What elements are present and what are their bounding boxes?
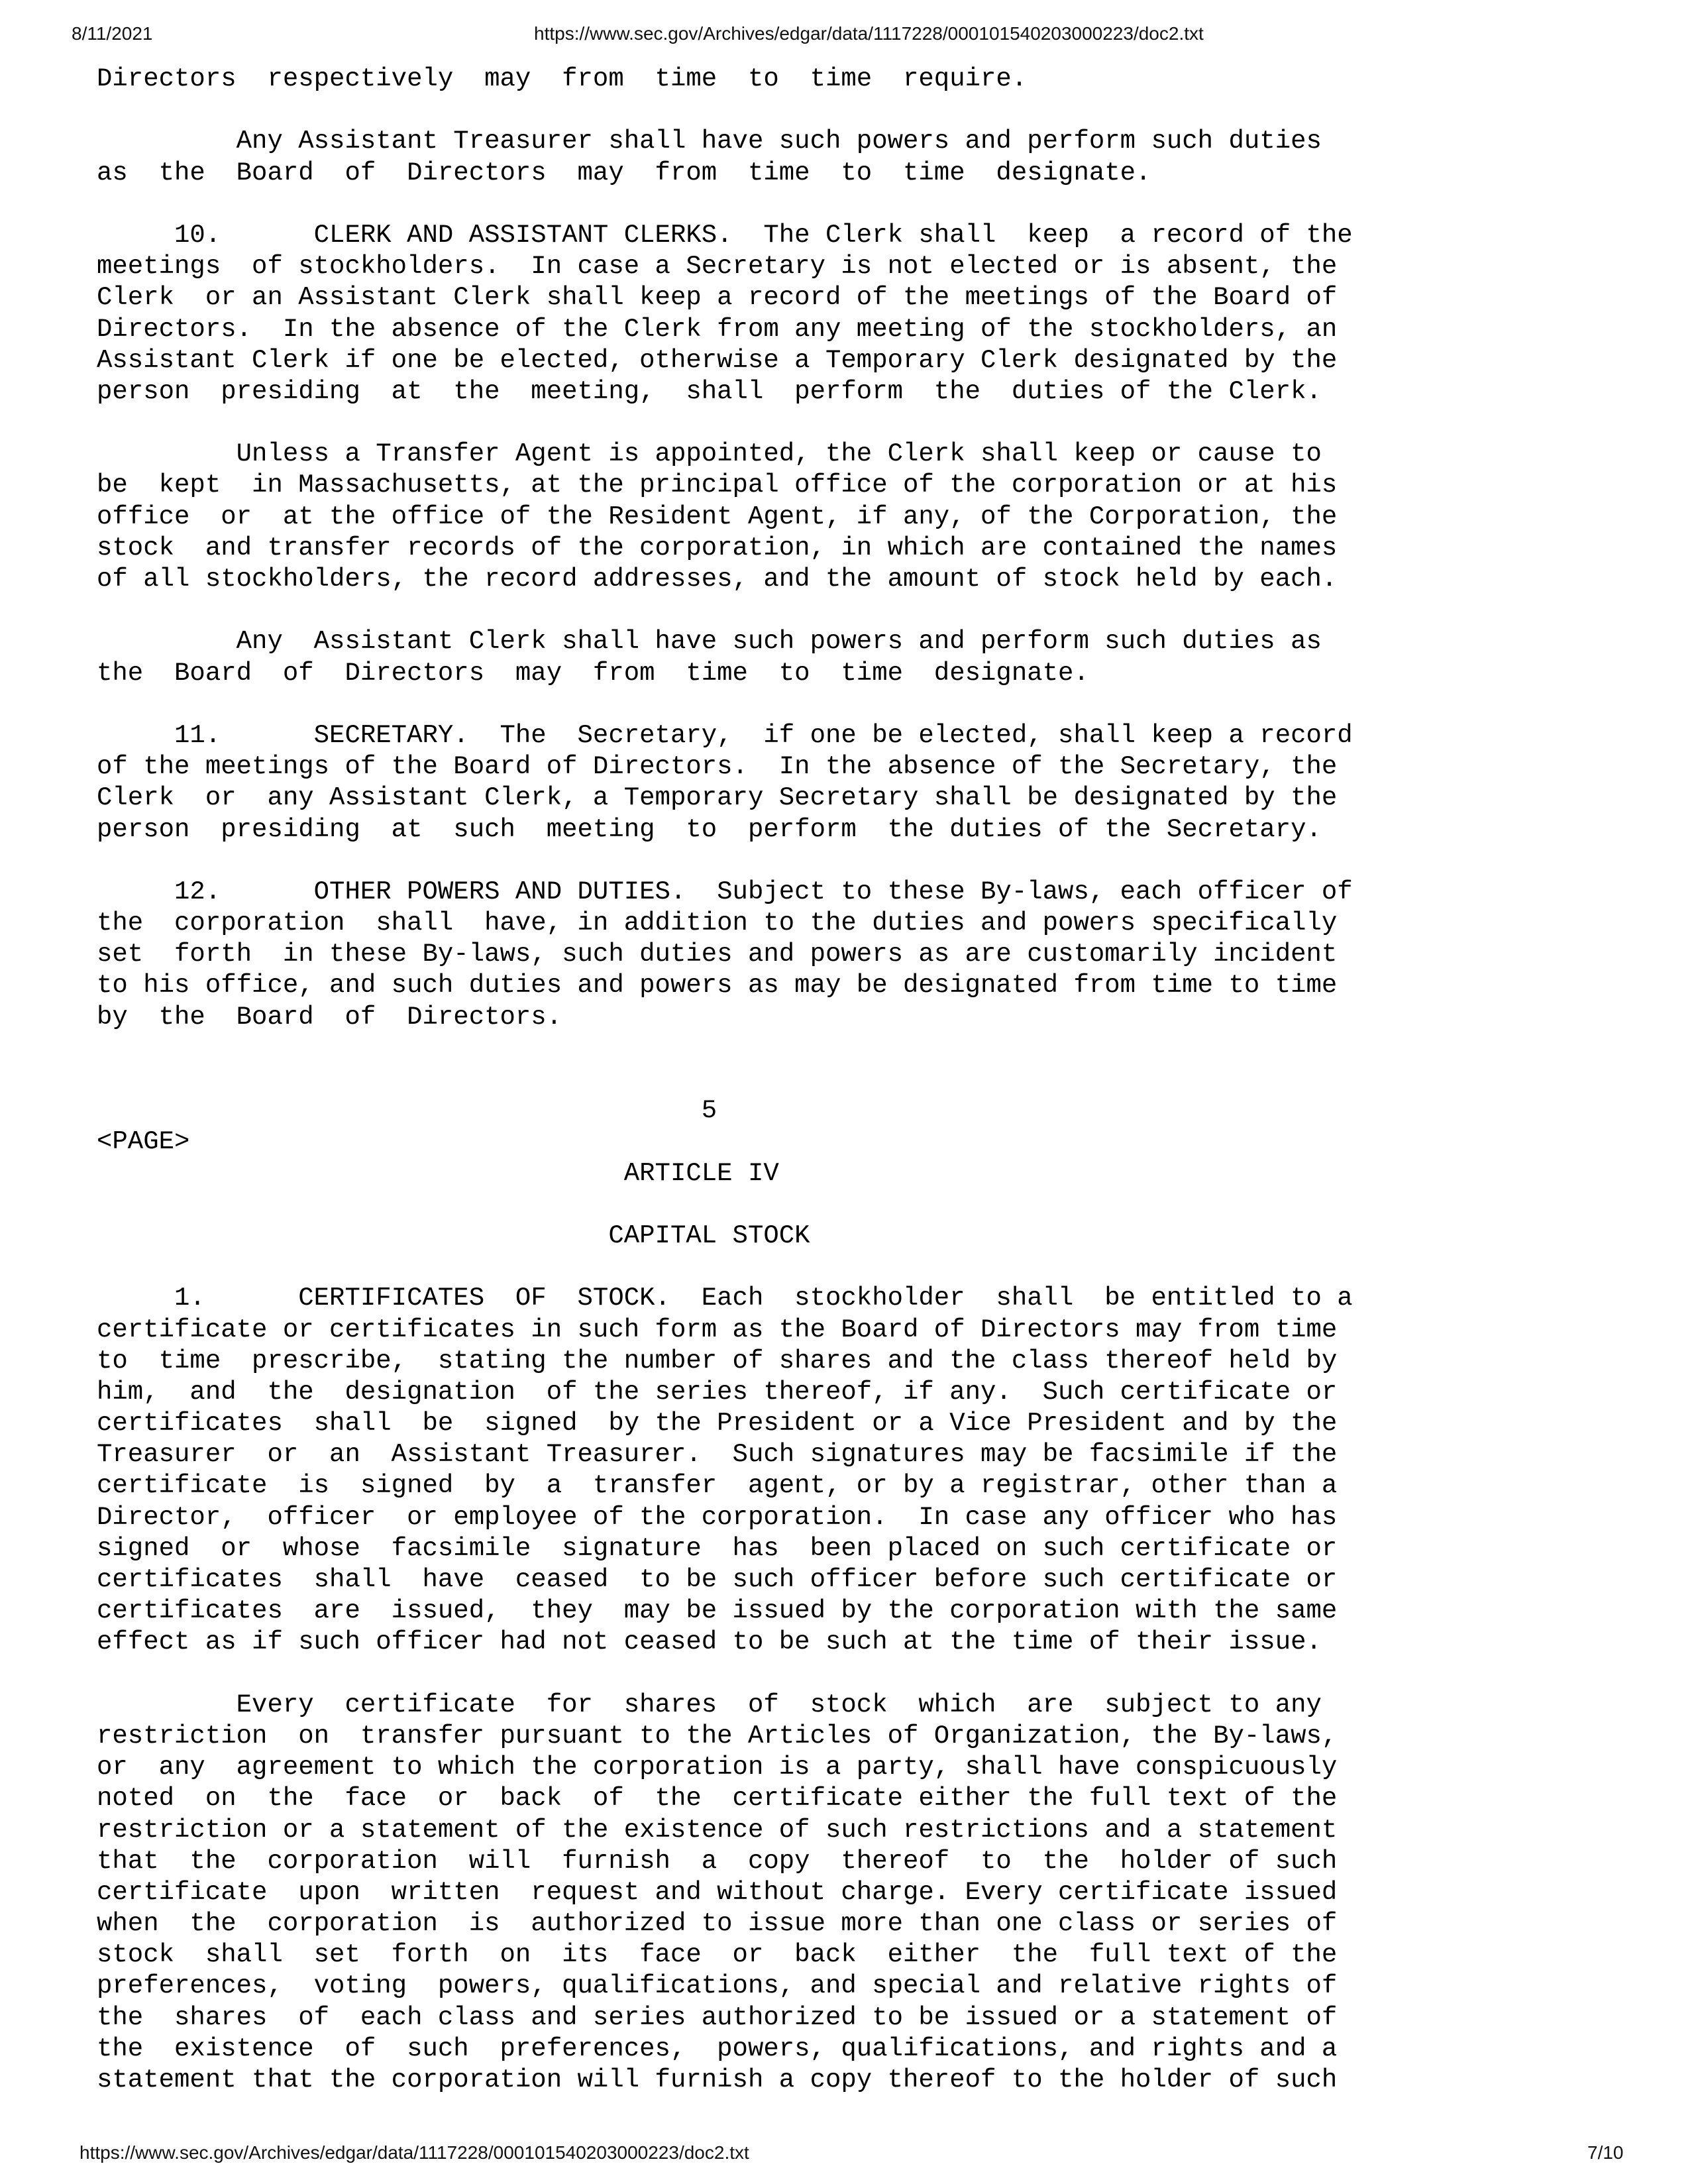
document-line xyxy=(97,1659,1309,1690)
document-line: restriction or a statement of the existence of such restrictions and a statement xyxy=(97,1815,1338,1845)
document-line: certificate or certificates in such form as the Board of Directors may from time xyxy=(97,1315,1338,1344)
print-header-url: https://www.sec.gov/Archives/edgar/data/1117228/000101540203000223/doc2.txt xyxy=(534,23,1204,44)
document-line: Unless a Transfer Agent is appointed, the Clerk shall keep or cause to xyxy=(97,439,1322,469)
document-line: certificate is signed by a transfer agent, or by a registrar, other than a xyxy=(97,1471,1338,1501)
document-line: 11. SECRETARY. The Secretary, if one be elected, shall keep a record xyxy=(97,720,1353,750)
document-line: ARTICLE IV xyxy=(97,1158,779,1188)
document-line xyxy=(97,95,1309,126)
document-line xyxy=(97,1033,1309,1064)
document-line: set forth in these By-laws, such duties and powers as are customarily incident xyxy=(97,940,1338,969)
document-line: of all stockholders, the record addresses, and the amount of stock held by each. xyxy=(97,565,1338,594)
document-line xyxy=(97,1252,1309,1283)
document-line: 5 xyxy=(97,1096,717,1126)
document-line: certificates are issued, they may be issued by the corporation with the same xyxy=(97,1596,1338,1626)
document-line: office or at the office of the Resident Agent, if any, of the Corporation, the xyxy=(97,502,1338,531)
document-line: the corporation shall have, in addition to the duties and powers specifically xyxy=(97,908,1338,938)
document-line: to his office, and such duties and powers as may be designated from time to time xyxy=(97,971,1338,1001)
document-line: effect as if such officer had not ceased to be such at the time of their issue. xyxy=(97,1627,1322,1657)
document-line: Assistant Clerk if one be elected, otherwise a Temporary Clerk designated by the xyxy=(97,345,1338,375)
document-line: person presiding at the meeting, shall perform the duties of the Clerk. xyxy=(97,376,1322,406)
document-line: 10. CLERK AND ASSISTANT CLERKS. The Clerk shall keep a record of the xyxy=(97,220,1353,250)
document-line: <PAGE> xyxy=(97,1127,190,1157)
document-line: Any Assistant Treasurer shall have such powers and perform such duties xyxy=(97,127,1322,156)
document-line: noted on the face or back of the certificate either the full text of the xyxy=(97,1784,1338,1814)
document-line xyxy=(97,1189,1309,1221)
document-line: the shares of each class and series authorized to be issued or a statement of xyxy=(97,2002,1338,2032)
document-line: the Board of Directors may from time to time designate. xyxy=(97,658,1089,688)
document-line: or any agreement to which the corporation is a party, shall have conspicuously xyxy=(97,1753,1338,1782)
document-line: meetings of stockholders. In case a Secretary is not elected or is absent, the xyxy=(97,252,1338,282)
print-date: 8/11/2021 xyxy=(72,23,153,44)
document-line: certificates shall have ceased to be such officer before such certificate or xyxy=(97,1565,1338,1594)
document-line: certificates shall be signed by the President or a Vice President and by the xyxy=(97,1409,1338,1439)
document-line xyxy=(97,846,1309,877)
document-line: to time prescribe, stating the number of shares and the class thereof held by xyxy=(97,1346,1338,1376)
document-line: CAPITAL STOCK xyxy=(97,1221,810,1250)
document-line: Treasurer or an Assistant Treasurer. Such signatures may be facsimile if the xyxy=(97,1440,1338,1470)
document-line: by the Board of Directors. xyxy=(97,1002,562,1032)
page-indicator: 7/10 xyxy=(1587,2142,1624,2163)
print-footer-url: https://www.sec.gov/Archives/edgar/data/1117228/000101540203000223/doc2.txt xyxy=(80,2142,749,2163)
document-line: stock and transfer records of the corporation, in which are contained the names xyxy=(97,533,1338,563)
document-line: of the meetings of the Board of Directors. In the absence of the Secretary, the xyxy=(97,752,1338,782)
document-line: 12. OTHER POWERS AND DUTIES. Subject to these By-laws, each officer of xyxy=(97,877,1353,906)
document-line: 1. CERTIFICATES OF STOCK. Each stockholder shall be entitled to a xyxy=(97,1283,1353,1313)
document-line: him, and the designation of the series thereof, if any. Such certificate or xyxy=(97,1377,1338,1407)
document-line xyxy=(97,689,1309,720)
document-line: statement that the corporation will furnish a copy thereof to the holder of such xyxy=(97,2065,1338,2095)
document-line: person presiding at such meeting to perform the duties of the Secretary. xyxy=(97,814,1322,844)
document-line: as the Board of Directors may from time to time designate. xyxy=(97,158,1151,188)
document-line: Any Assistant Clerk shall have such powers and perform such duties as xyxy=(97,627,1322,657)
document-line: when the corporation is authorized to issue more than one class or series of xyxy=(97,1909,1338,1939)
document-line: Every certificate for shares of stock which are subject to any xyxy=(97,1690,1322,1720)
document-line xyxy=(97,1064,1309,1095)
document-line xyxy=(97,595,1309,626)
document-line: restriction on transfer pursuant to the Articles of Organization, the By-laws, xyxy=(97,1721,1338,1751)
document-line: Clerk or any Assistant Clerk, a Temporary Secretary shall be designated by the xyxy=(97,783,1338,813)
document-line: Directors respectively may from time to time require. xyxy=(97,64,1028,93)
document-line: preferences, voting powers, qualifications, and special and relative rights of xyxy=(97,1971,1338,2001)
document-line: the existence of such preferences, powers, qualifications, and rights and a xyxy=(97,2034,1338,2063)
document-line: certificate upon written request and without charge. Every certificate issued xyxy=(97,1877,1338,1907)
document-line: Directors. In the absence of the Clerk from any meeting of the stockholders, an xyxy=(97,314,1338,344)
document-line: be kept in Massachusetts, at the principal office of the corporation or at his xyxy=(97,470,1338,500)
document-line: Director, officer or employee of the corporation. In case any officer who has xyxy=(97,1502,1338,1532)
document-line xyxy=(97,408,1309,439)
document-body xyxy=(97,64,1353,2096)
document-line: that the corporation will furnish a copy thereof to the holder of such xyxy=(97,1846,1338,1876)
document-line xyxy=(97,189,1309,220)
document-line: stock shall set forth on its face or back either the full text of the xyxy=(97,1940,1338,1970)
document-line: signed or whose facsimile signature has been placed on such certificate or xyxy=(97,1533,1338,1563)
document-line: Clerk or an Assistant Clerk shall keep a record of the meetings of the Board of xyxy=(97,283,1338,313)
